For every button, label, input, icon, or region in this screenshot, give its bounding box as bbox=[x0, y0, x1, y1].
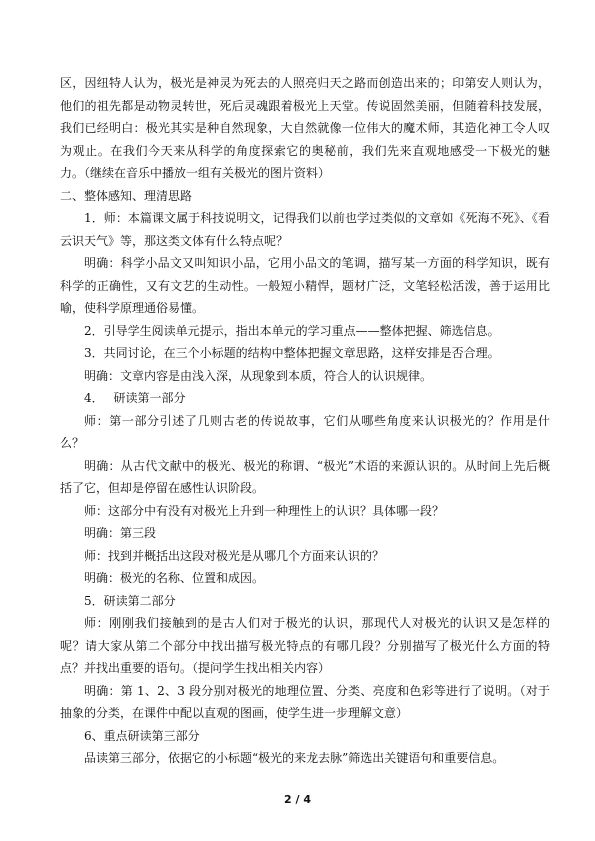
paragraph-step-3: 3．共同讨论，在三个小标题的结构中整体把握文章思路，这样安排是否合理。 bbox=[84, 346, 500, 360]
paragraph-question-part2: 师：刚刚我们接触到的是古人们对于极光的认识，那现代人对极光的认识又是怎样的呢？请大家从第二个部分中找出描写极光特点的有哪几段？分别描写了极光什么方面的特点？并找出重要的语句。（提问学生找出相关内容） bbox=[60, 616, 550, 675]
paragraph-answer-third: 明确：第三段 bbox=[84, 526, 157, 540]
paragraph-answer-1: 明确：科学小品文又叫知识小品，它用小品文的笔调，描写某一方面的科学知识，既有科学的正确性，又有文艺的生动性。一般短小精悍，题材广泛，文笔轻松活泼，善于运用比喻，使科学原理通俗易懂。 bbox=[60, 256, 550, 315]
paragraph-answer-part1: 明确：从古代文献中的极光、极光的称谓、“极光”术语的来源认识的。从时间上先后概括了它，但却是停留在感性认识阶段。 bbox=[60, 458, 550, 495]
section-heading-overall: 二、整体感知、理清思路 bbox=[60, 188, 193, 203]
paragraph-part3-instruction: 品读第三部分，依据它的小标题“极光的来龙去脉”筛选出关键语句和重要信息。 bbox=[84, 751, 505, 765]
paragraph-answer-aspects: 明确：极光的名称、位置和成因。 bbox=[84, 571, 265, 585]
paragraph-answer-3: 明确：文章内容是由浅入深，从现象到本质，符合人的认识规律。 bbox=[84, 368, 433, 383]
paragraph-question-aspects: 师：找到并概括出这段对极光是从哪几个方面来认识的？ bbox=[84, 548, 385, 563]
paragraph-step-6: 6、重点研读第三部分 bbox=[84, 728, 200, 743]
paragraph-question-part1: 师：第一部分引述了几则古老的传说故事，它们从哪些角度来认识极光的？作用是什么？ bbox=[60, 413, 550, 450]
paragraph-question-rational: 师：这部分中有没有对极光上升到一种理性上的认识？具体哪一段？ bbox=[84, 503, 445, 518]
page-number: 2 / 4 bbox=[284, 793, 311, 806]
paragraph-step-5: 5．研读第二部分 bbox=[84, 593, 176, 608]
paragraph-step-1: 1．师：本篇课文属于科技说明文，记得我们以前也学过类似的文章如《死海不死》、《看云识天气》等，那这类文体有什么特点呢？ bbox=[60, 211, 550, 248]
paragraph-step-2: 2．引导学生阅读单元提示，指出本单元的学习重点——整体把握、筛选信息。 bbox=[84, 323, 500, 338]
paragraph-continuation: 区，因纽特人认为，极光是神灵为死去的人照亮归天之路而创造出来的；印第安人则认为，他们的祖先都是动物灵转世，死后灵魂跟着极光上天堂。传说固然美丽，但随着科技发展，我们已经明白：极光其实是种自然现象，大自然就像一位伟大的魔术师，其造化神工令人叹为观止。在我们今天来从科学的角度探索它的奥秘前，我们先来直观地感受一下极光的魅力。（继续在音乐中播放一组有关极光的图片资料） bbox=[60, 76, 550, 180]
body-text bbox=[60, 72, 550, 770]
paragraph-answer-part2: 明确：第 1、2、3 段分别对极光的地理位置、分类、亮度和色彩等进行了说明。（对于抽象的分类，在课件中配以直观的图画，使学生进一步理解文意） bbox=[60, 683, 550, 720]
paragraph-step-4: 4． 研读第一部分 bbox=[84, 391, 186, 405]
